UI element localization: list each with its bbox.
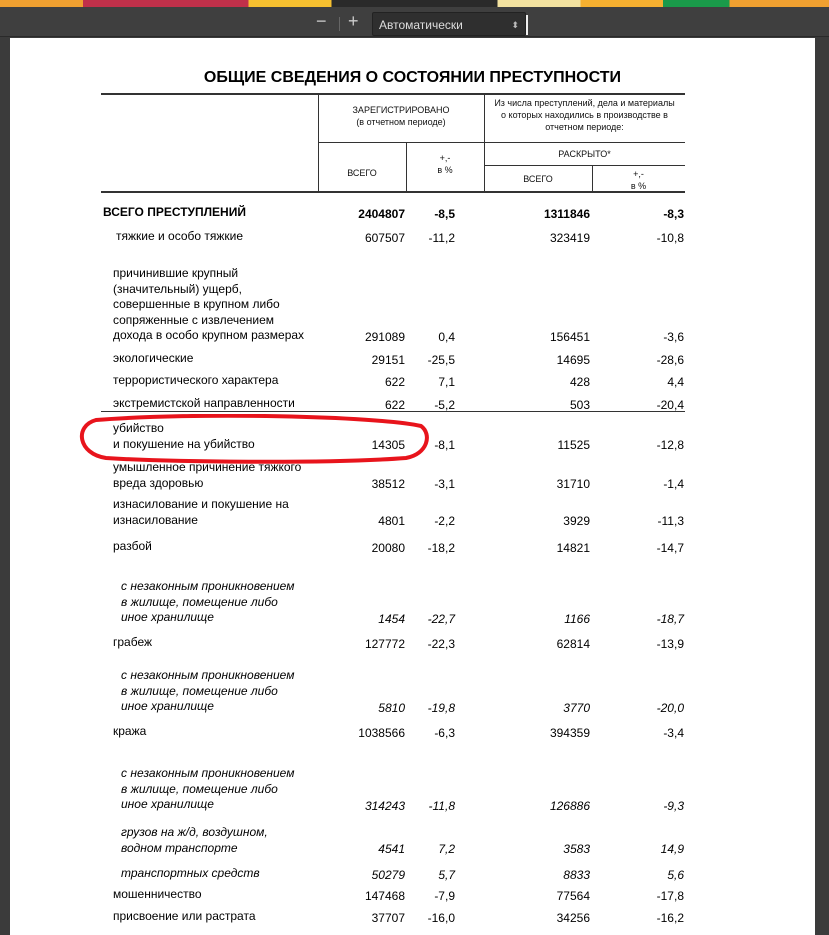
row-label: изнасилование и покушение на изнасилование [113,497,289,527]
solved-change: -28,6 [656,352,684,367]
cursor-caret [526,15,528,35]
solved-total: 3583 [563,842,590,856]
zoom-select[interactable] [372,12,526,36]
table-row [10,724,815,740]
solved-change: -12,8 [656,438,684,452]
registered-change: -8,5 [434,206,455,221]
zoom-in-button[interactable]: + [348,11,359,31]
zoom-out-button[interactable]: − [316,11,327,31]
registered-change: -5,2 [434,397,455,412]
registered-change: -18,2 [427,540,455,555]
divider [318,142,685,143]
registered-change: -19,8 [427,700,455,715]
table-row [10,635,815,651]
solved-change: -9,3 [663,798,684,813]
solved-change: 5,6 [667,867,684,882]
registered-total: 622 [384,397,405,412]
row-label: убийство и покушение на убийство [113,421,255,451]
solved-total: 503 [569,397,590,412]
table-row [10,909,815,925]
registered-total: 622 [384,374,405,389]
toolbar-separator [339,17,340,31]
table-row [10,460,815,491]
solved-change: -3,4 [663,725,684,740]
solved-total: 126886 [549,798,590,813]
header-total: ВСЕГО [347,168,377,178]
row-label: грабеж [113,635,153,649]
row-label: присвоение или растрата [113,909,256,923]
solved-change: -20,4 [656,397,684,412]
header-registered: ЗАРЕГИСТРИРОВАНО (в отчетном периоде) [352,105,450,127]
registered-total: 14305 [371,438,405,452]
updown-icon: ⬍ [511,20,519,30]
solved-change: -11,3 [657,514,684,528]
row-label: разбой [113,539,152,553]
registered-total: 1454 [378,611,405,626]
registered-change: -11,8 [428,798,455,813]
solved-change: -20,0 [656,700,684,715]
table-row [10,579,815,626]
table-row [10,373,815,389]
registered-change: 5,7 [438,867,455,882]
row-label: с незаконным проникновением в жилище, помещение либо иное хранилище [121,766,295,811]
table-row [10,229,815,245]
solved-change: -8,3 [663,206,684,221]
registered-change: -11,2 [428,230,455,245]
divider [101,93,685,95]
registered-total: 20080 [371,540,405,555]
registered-change: -8,1 [434,438,455,452]
row-label: грузов на ж/д, воздушном, водном транспорте [121,825,268,855]
solved-change: -3,6 [663,329,684,344]
registered-total: 5810 [378,700,405,715]
solved-total: 34256 [556,910,590,925]
registered-total: 37707 [371,910,405,925]
solved-total: 8833 [563,867,590,882]
registered-total: 1038566 [358,725,405,740]
solved-total: 31710 [556,477,590,491]
registered-change: -6,3 [434,725,455,740]
divider [484,165,685,166]
header-change-solved: +,- в % [630,169,647,191]
pdf-toolbar [0,7,829,37]
row-label: умышленное причинение тяжкого вреда здоровью [113,460,302,490]
registered-change: -22,3 [427,636,455,651]
solved-total: 14821 [556,540,590,555]
solved-total: 428 [569,374,590,389]
header-total-solved: ВСЕГО [523,174,553,184]
solved-change: -17,8 [656,888,684,903]
row-label: террористического характера [113,373,279,387]
row-label: транспортных средств [121,866,260,880]
header-in-process: Из числа преступлений, дела и материалы о которых находились в производстве в отчетном периоде: [494,98,675,132]
table-row [10,396,815,412]
row-label: кража [113,724,147,738]
registered-change: -25,5 [427,352,455,367]
solved-total: 3770 [563,700,590,715]
solved-total: 1166 [564,611,590,626]
solved-total: 11525 [557,438,590,452]
registered-total: 127772 [364,636,405,651]
registered-total: 4541 [378,842,405,856]
registered-change: -22,7 [427,611,455,626]
row-label: тяжкие и особо тяжкие [116,229,244,243]
registered-change: -3,1 [434,477,455,491]
registered-total: 314243 [364,798,405,813]
header-solved: РАСКРЫТО* [558,149,611,159]
table-row [10,497,815,528]
row-label: мошенничество [113,887,202,901]
solved-total: 14695 [556,352,590,367]
row-label: причинившие крупный (значительный) ущерб, совершенные в крупном либо сопряженные с извлечением дохода в особо крупном размерах [113,266,305,342]
registered-change: 7,1 [438,374,455,389]
table-row [10,539,815,555]
solved-change: 4,4 [667,374,684,389]
registered-change: -2,2 [434,514,455,528]
row-label: экологические [113,351,194,365]
solved-total: 323419 [549,230,590,245]
table-row [10,825,815,856]
registered-total: 607507 [364,230,405,245]
page-title: ОБЩИЕ СВЕДЕНИЯ О СОСТОЯНИИ ПРЕСТУПНОСТИ [203,69,622,86]
registered-change: -16,0 [427,910,455,925]
solved-total: 3929 [563,514,590,528]
solved-total: 62814 [556,636,590,651]
registered-total: 4801 [378,514,405,528]
solved-total: 394359 [549,725,590,740]
registered-total: 147468 [364,888,405,903]
solved-change: -18,7 [656,611,684,626]
solved-change: 14,9 [660,842,684,856]
registered-total: 291089 [364,329,405,344]
solved-total: 156451 [549,329,590,344]
registered-change: 7,2 [438,842,455,856]
solved-total: 77564 [556,888,590,903]
background-banner [0,0,829,7]
row-label: ВСЕГО ПРЕСТУПЛЕНИЙ [103,205,246,219]
registered-change: 0,4 [438,329,455,344]
solved-change: -13,9 [656,636,684,651]
registered-total: 29151 [371,352,405,367]
table-row [10,866,815,882]
table-row [10,766,815,813]
pdf-page [10,38,815,935]
registered-total: 50279 [371,867,405,882]
solved-change: -10,8 [656,230,684,245]
header-change: +,- в % [437,153,453,175]
row-label: экстремистской направленности [113,396,295,410]
solved-total: 1311846 [543,206,590,221]
solved-change: -1,4 [663,477,684,491]
row-label: с незаконным проникновением в жилище, помещение либо иное хранилище [121,668,295,713]
table-row [10,668,815,715]
solved-change: -16,2 [656,910,684,925]
red-ellipse-annotation [76,414,436,464]
table-row [10,351,815,367]
solved-change: -14,7 [656,540,684,555]
registered-total: 2404807 [358,206,405,221]
zoom-value: Автоматически [379,18,463,32]
table-row [10,887,815,903]
registered-total: 38512 [371,477,405,491]
registered-change: -7,9 [434,888,455,903]
row-label: с незаконным проникновением в жилище, помещение либо иное хранилище [121,579,295,624]
table-row [10,266,815,344]
table-row [10,205,815,221]
